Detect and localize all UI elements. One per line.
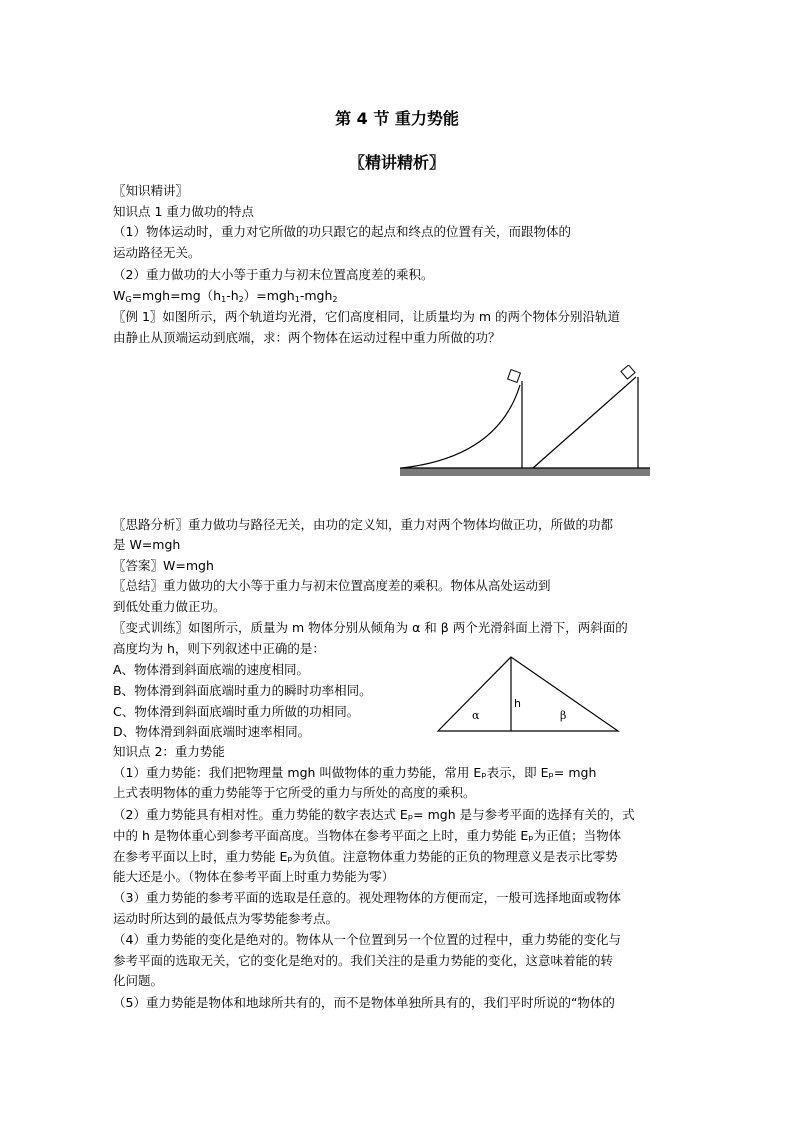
paragraph-line: （3）重力势能的参考平面的选取是任意的。视处理物体的方便而定，一般可选择地面或物体	[113, 890, 621, 905]
summary: 〖总结〗重力做功的大小等于重力与初末位置高度差的乘积。物体从高处运动到	[113, 578, 551, 593]
paragraph-line: （1）物体运动时，重力对它所做的功只跟它的起点和终点的位置有关，而跟物体的	[113, 224, 571, 239]
formula-part: -mgh	[299, 288, 333, 303]
paragraph-line: （4）重力势能的变化是绝对的。物体从一个位置到另一个位置的过程中，重力势能的变化与	[113, 932, 621, 947]
paragraph-line: 能大还是小。（物体在参考平面上时重力势能为零）	[113, 869, 395, 884]
formula-subscript: 2	[332, 295, 338, 304]
paragraph-line: 到低处重力做正功。	[113, 599, 226, 614]
paragraph-line: 中的 h 是物体重心到参考平面高度。当物体在参考平面之上时，重力势能 Eₚ为正值；当物体	[113, 828, 622, 843]
tracks-figure	[398, 365, 654, 480]
paragraph-line: 参考平面的选取无关，它的变化是绝对的。我们关注的是重力势能的变化，这意味着能的转	[113, 953, 614, 968]
ground-hatch	[400, 468, 650, 476]
option-a: A、物体滑到斜面底端的速度相同。	[113, 662, 310, 677]
formula-subscript: 1	[294, 295, 300, 304]
formula-subscript: G	[125, 295, 132, 304]
variant-exercise: 〖变式训练〗如图所示，质量为 m 物体分别从倾角为 α 和 β 两个光滑斜面上滑下，两斜面的	[113, 620, 628, 635]
example-1: 〖例 1〗如图所示，两个轨道均光滑，它们高度相同，让质量均为 m 的两个物体分别沿轨道	[113, 309, 621, 324]
paragraph-line: 化问题。	[113, 973, 164, 988]
curved-track	[402, 385, 520, 468]
alpha-label: α	[472, 709, 480, 722]
knowledge-point-2: 知识点 2：重力势能	[113, 744, 225, 759]
h-label: h	[514, 697, 521, 710]
formula-part: =mgh=mg（h	[131, 288, 222, 303]
formula-subscript: 2	[238, 295, 244, 304]
paragraph-line: （5）重力势能是物体和地球所共有的，而不是物体单独所具有的，我们平时所说的“物体的	[113, 995, 615, 1010]
answer: 〖答案〗W=mgh	[113, 558, 214, 573]
block-on-curve	[508, 370, 521, 383]
knowledge-point-1: 知识点 1 重力做功的特点	[113, 204, 254, 219]
paragraph-line: 是 W=mgh	[113, 537, 181, 552]
beta-label: β	[560, 709, 567, 722]
section-title: 第 4 节 重力势能	[335, 109, 459, 128]
incline-track	[533, 377, 636, 468]
paragraph-line: 上式表明物体的重力势能等于它所受的重力与所处的高度的乘积。	[113, 785, 476, 800]
paragraph-line: 由静止从顶端运动到底端，求：两个物体在运动过程中重力所做的功？	[113, 330, 501, 345]
formula-part: W	[113, 288, 126, 303]
paragraph-line: （1）重力势能：我们把物理量 mgh 叫做物体的重力势能，常用 Eₚ表示，即 Eₚ= mgh	[113, 765, 597, 780]
triangle-outline	[438, 657, 618, 731]
paragraph-line: 运动时所达到的最低点为零势能参考点。	[113, 911, 339, 926]
paragraph-line: 运动路径无关。	[113, 245, 201, 260]
formula-part: -h	[226, 288, 239, 303]
formula-part: ）=mgh	[243, 288, 295, 303]
section-subtitle: 〖精讲精析〗	[348, 153, 445, 172]
option-d: D、物体滑到斜面底端时速率相同。	[113, 724, 311, 739]
triangle-figure	[436, 655, 620, 735]
paragraph-line: 高度均为 h，则下列叙述中正确的是：	[113, 641, 325, 656]
paragraph-line: （2）重力做功的大小等于重力与初末位置高度差的乘积。	[113, 267, 434, 282]
paragraph-line: （2）重力势能具有相对性。重力势能的数字表达式 Eₚ= mgh 是与参考平面的选择有关的，式	[113, 807, 635, 822]
paragraph-line: 在参考平面以上时，重力势能 Eₚ为负值。注意物体重力势能的正负的物理意义是表示比零势	[113, 849, 618, 864]
work-formula	[113, 287, 337, 308]
formula-subscript: 1	[221, 295, 227, 304]
block-on-incline	[621, 365, 635, 379]
option-c: C、物体滑到斜面底端时重力所做的功相同。	[113, 704, 360, 719]
analysis: 〖思路分析〗重力做功与路径无关，由功的定义知，重力对两个物体均做正功，所做的功都	[113, 517, 614, 532]
option-b: B、物体滑到斜面底端时重力的瞬时功率相同。	[113, 683, 372, 698]
heading-knowledge: 〖知识精讲〗	[113, 183, 189, 198]
